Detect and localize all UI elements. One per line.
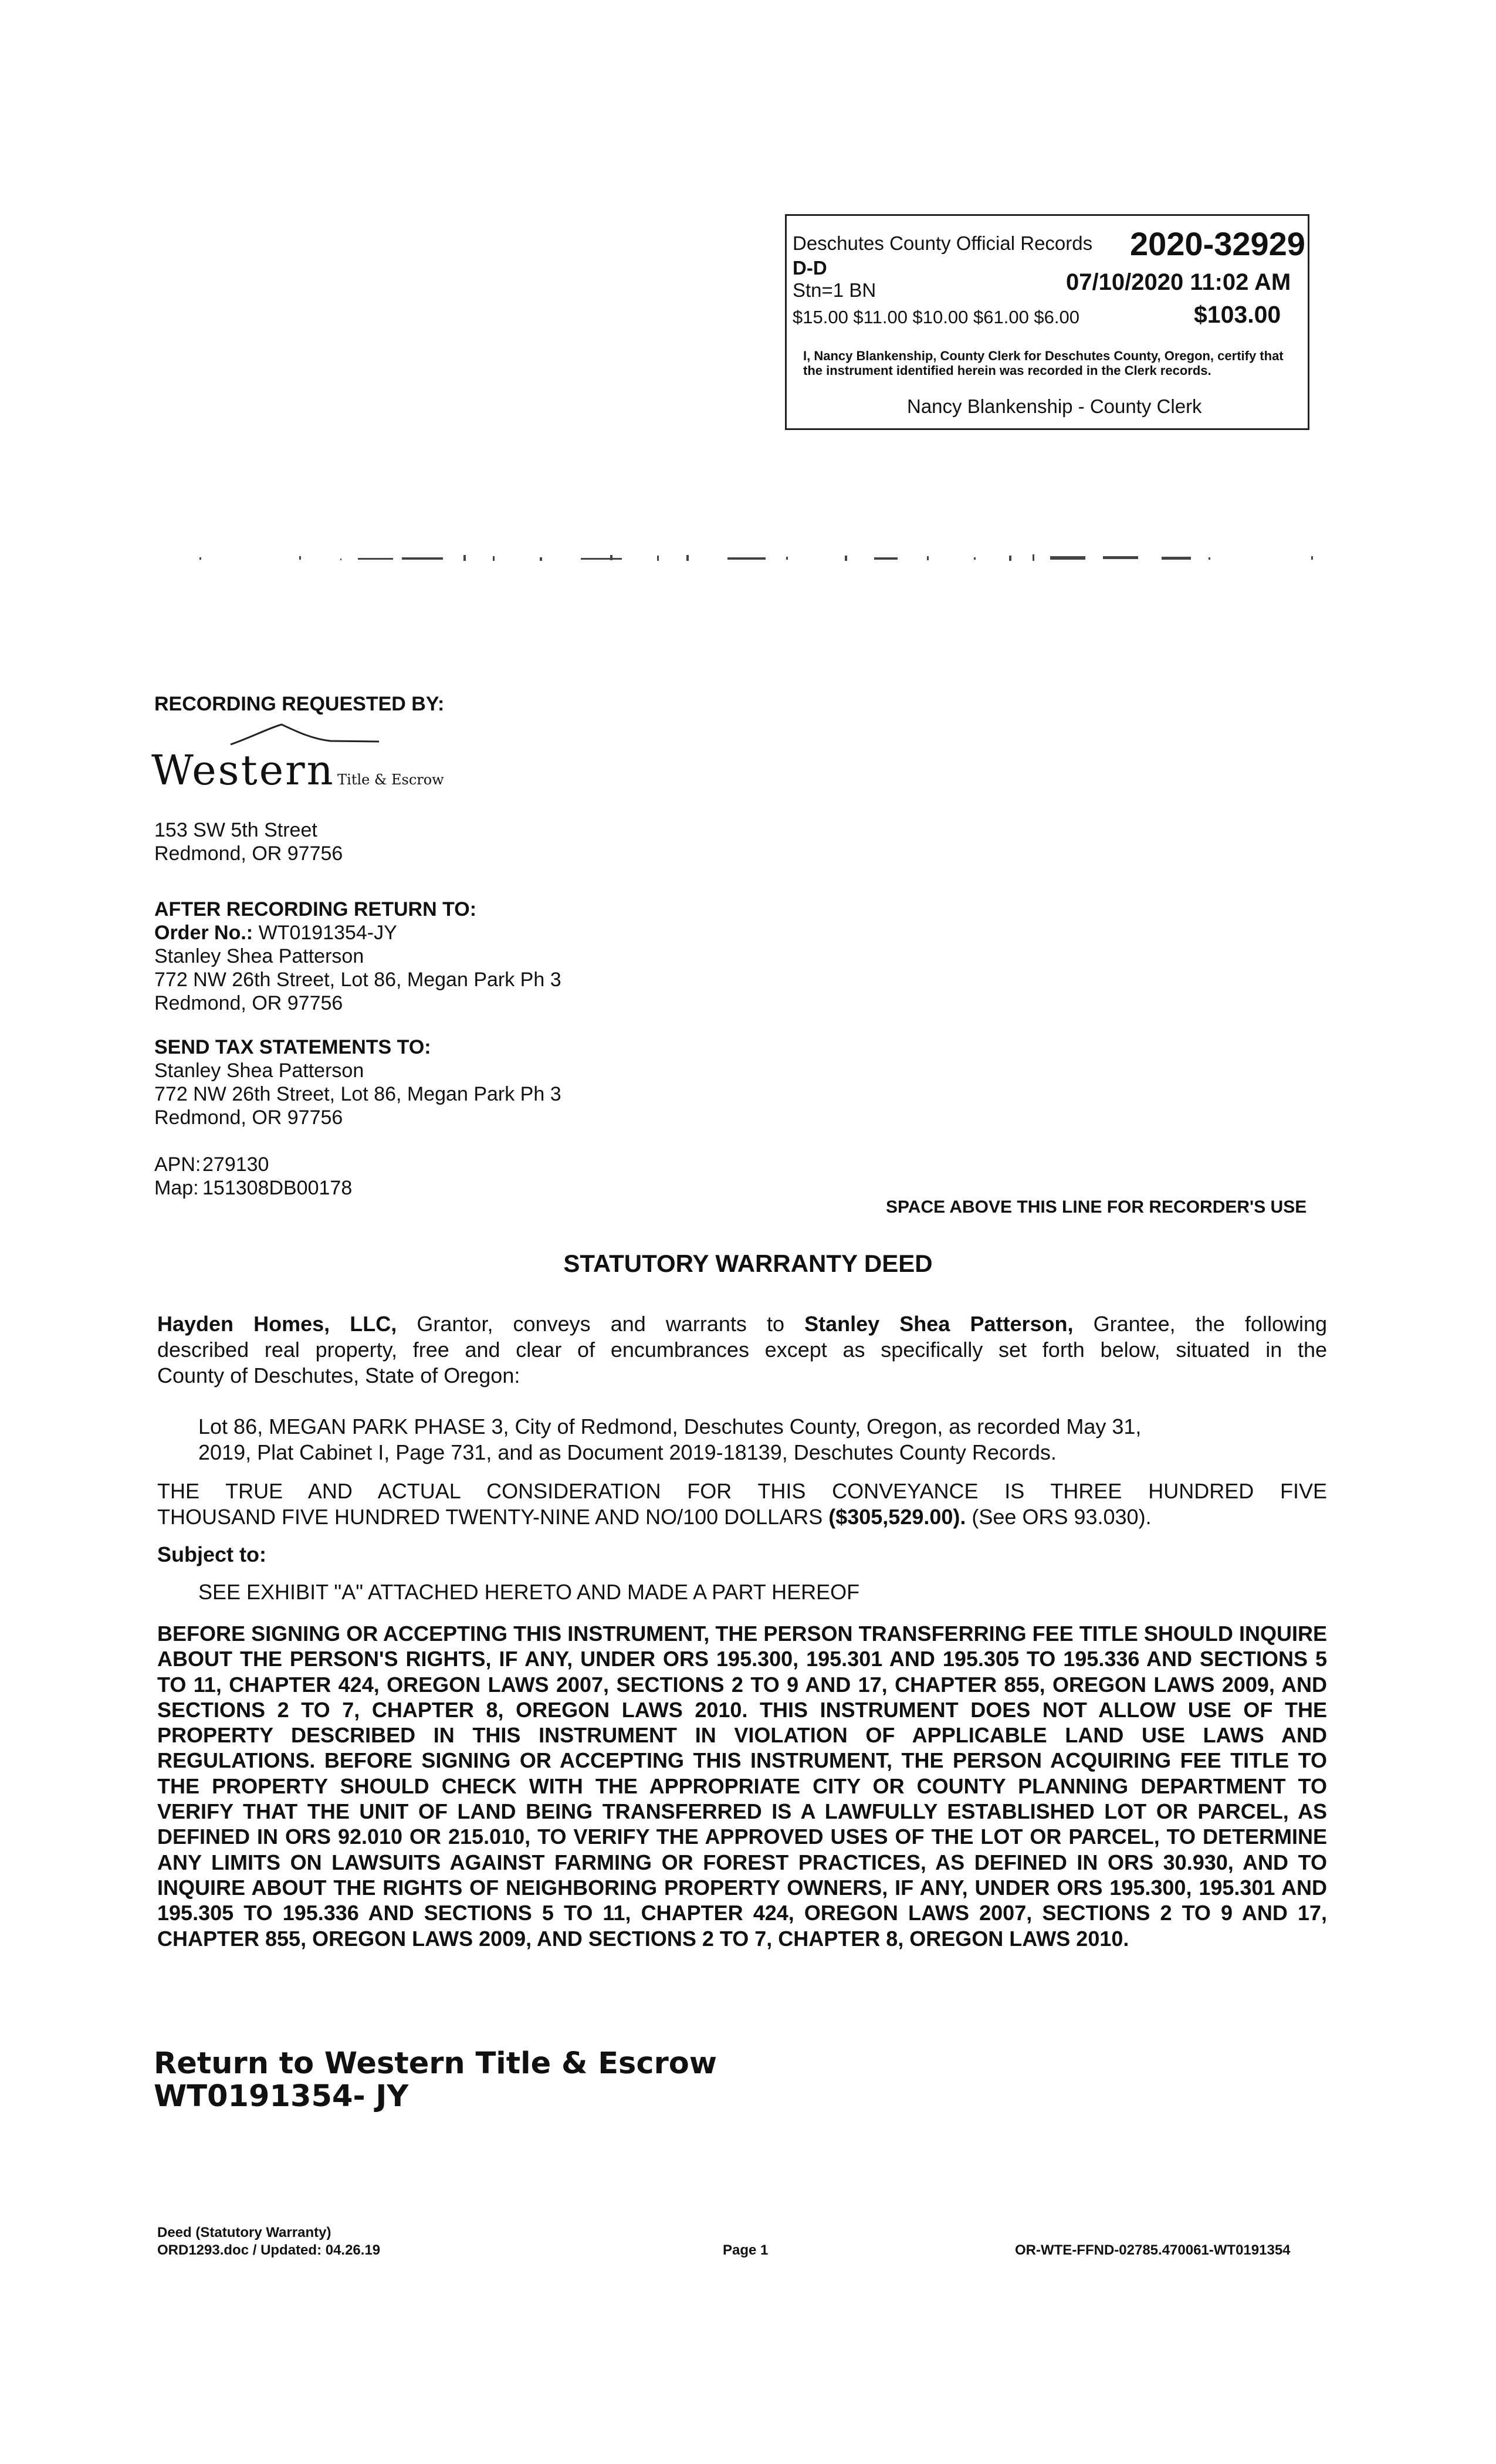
footer-page-number: Page 1: [723, 2242, 769, 2258]
return-stamp-line-1: Return to Western Title & Escrow: [154, 2046, 717, 2081]
grantor-name: Hayden Homes, LLC,: [157, 1312, 397, 1336]
grantee-name: Stanley Shea Patterson,: [804, 1312, 1074, 1336]
tax-address-2: Redmond, OR 97756: [154, 1106, 343, 1129]
station: Stn=1 BN: [793, 279, 876, 301]
apn-line: [154, 1153, 269, 1176]
conveyance-line-2: described real property, free and clear of encumbrances except as specifically set forth below, situated in the: [157, 1338, 1327, 1362]
tax-name: Stanley Shea Patterson: [154, 1060, 364, 1082]
conveyance-text-b: Grantee, the following: [1073, 1312, 1328, 1336]
consideration-text: THOUSAND FIVE HUNDRED TWENTY-NINE AND NO/100 DOLLARS: [157, 1505, 829, 1529]
conveyance-line-3: County of Deschutes, State of Oregon:: [157, 1363, 520, 1387]
conveyance-text-a: Grantor, conveys and warrants to: [397, 1312, 805, 1336]
apn-value: 279130: [202, 1153, 269, 1176]
mountain-logo-icon: [228, 723, 386, 747]
records-label: Deschutes County Official Records: [793, 232, 1093, 254]
order-number-line: [154, 921, 397, 945]
fee-list: $15.00 $11.00 $10.00 $61.00 $6.00: [793, 307, 1079, 327]
subject-to-label: Subject to:: [157, 1542, 266, 1566]
consideration-amount: ($305,529.00).: [828, 1505, 966, 1529]
consideration-line-2: [157, 1504, 1152, 1530]
type-code: D-D: [793, 257, 827, 279]
record-datetime: 07/10/2020 11:02 AM: [1066, 269, 1291, 295]
tax-address-1: 772 NW 26th Street, Lot 86, Megan Park Ph 3: [154, 1083, 561, 1105]
return-to-label: AFTER RECORDING RETURN TO:: [154, 898, 477, 920]
return-address-2: Redmond, OR 97756: [154, 992, 343, 1014]
requester-address-2: Redmond, OR 97756: [154, 842, 343, 865]
requester-address-1: 153 SW 5th Street: [154, 819, 317, 841]
order-number: WT0191354-JY: [258, 922, 397, 944]
fee-total: $103.00: [1194, 301, 1281, 328]
western-logo: [151, 746, 444, 794]
conveyance-line-1: [157, 1311, 1327, 1337]
recording-requested-label: RECORDING REQUESTED BY:: [154, 693, 445, 715]
map-line: [154, 1176, 352, 1200]
footer-reference: OR-WTE-FFND-02785.470061-WT0191354: [1015, 2242, 1291, 2258]
legal-description-2: 2019, Plat Cabinet I, Page 731, and as Document 2019-18139, Deschutes County Records.: [198, 1440, 1057, 1464]
recorder-use-line: SPACE ABOVE THIS LINE FOR RECORDER'S USE: [886, 1197, 1307, 1217]
exhibit-reference: SEE EXHIBIT "A" ATTACHED HERETO AND MADE A PART HEREOF: [198, 1580, 860, 1604]
logo-word: Western: [151, 746, 335, 794]
clerk-certification: I, Nancy Blankenship, County Clerk for Deschutes County, Oregon, certify that the instrument identified herein was recorded in the Clerk records.: [803, 348, 1284, 378]
logo-subtitle: Title & Escrow: [337, 771, 444, 788]
consideration-line-1: THE TRUE AND ACTUAL CONSIDERATION FOR THIS CONVEYANCE IS THREE HUNDRED FIVE: [157, 1479, 1327, 1503]
clerk-signature: Nancy Blankenship - County Clerk: [907, 395, 1202, 417]
footer-form-name: Deed (Statutory Warranty): [157, 2225, 331, 2240]
footer-form-file: ORD1293.doc / Updated: 04.26.19: [157, 2242, 381, 2258]
land-use-warning: BEFORE SIGNING OR ACCEPTING THIS INSTRUMENT, THE PERSON TRANSFERRING FEE TITLE SHOULD INQUIRE ABOUT THE PERSON'S RIGHTS, IF ANY, UNDER ORS 195.300, 195.301 AND 195.305 TO 195.336 AND SECTIONS 5 TO 11, CHAPTER 424, OREGON LAWS 2007, SECTIONS 2 TO 9 AND 17, CHAPTER 855, OREGON LAWS 2009, AND SECTIONS 2 TO 7, CHAPTER 8, OREGON LAWS 2010. THIS INSTRUMENT DOES NOT ALLOW USE OF THE PROPERTY DESCRIBED IN THIS INSTRUMENT IN VIOLATION OF APPLICABLE LAND USE LAWS AND REGULATIONS. BEFORE SIGNING OR ACCEPTING THIS INSTRUMENT, THE PERSON ACQUIRING FEE TITLE TO THE PROPERTY SHOULD CHECK WITH THE APPROPRIATE CITY OR COUNTY PLANNING DEPARTMENT TO VERIFY THAT THE UNIT OF LAND BEING TRANSFERRED IS A LAWFULLY ESTABLISHED LOT OR PARCEL, AS DEFINED IN ORS 92.010 OR 215.010, TO VERIFY THE APPROVED USES OF THE LOT OR PARCEL, TO DETERMINE ANY LIMITS ON LAWSUITS AGAINST FARMING OR FOREST PRACTICES, AS DEFINED IN ORS 30.930, AND TO INQUIRE ABOUT THE RIGHTS OF NEIGHBORING PROPERTY OWNERS, IF ANY, UNDER ORS 195.300, 195.301 AND 195.305 TO 195.336 AND SECTIONS 5 TO 11, CHAPTER 424, OREGON LAWS 2007, SECTIONS 2 TO 9 AND 17, CHAPTER 855, OREGON LAWS 2009, AND SECTIONS 2 TO 7, CHAPTER 8, OREGON LAWS 2010.: [157, 1622, 1327, 1951]
apn-label: APN:: [154, 1153, 201, 1176]
map-label: Map:: [154, 1177, 199, 1199]
tax-statements-label: SEND TAX STATEMENTS TO:: [154, 1036, 431, 1058]
deed-title: STATUTORY WARRANTY DEED: [563, 1250, 933, 1277]
consideration-ors: (See ORS 93.030).: [966, 1505, 1152, 1529]
return-stamp-line-2: WT0191354- JY: [154, 2079, 409, 2114]
return-address-1: 772 NW 26th Street, Lot 86, Megan Park Ph 3: [154, 969, 561, 991]
scan-noise-line: [199, 553, 1314, 564]
document-number: 2020-32929: [1130, 225, 1305, 262]
legal-description-1: Lot 86, MEGAN PARK PHASE 3, City of Redmond, Deschutes County, Oregon, as recorded May 31,: [198, 1414, 1142, 1439]
map-value: 151308DB00178: [202, 1177, 353, 1199]
order-number-label: Order No.:: [154, 922, 253, 944]
return-name: Stanley Shea Patterson: [154, 945, 364, 967]
recorder-stamp: [785, 214, 1309, 430]
